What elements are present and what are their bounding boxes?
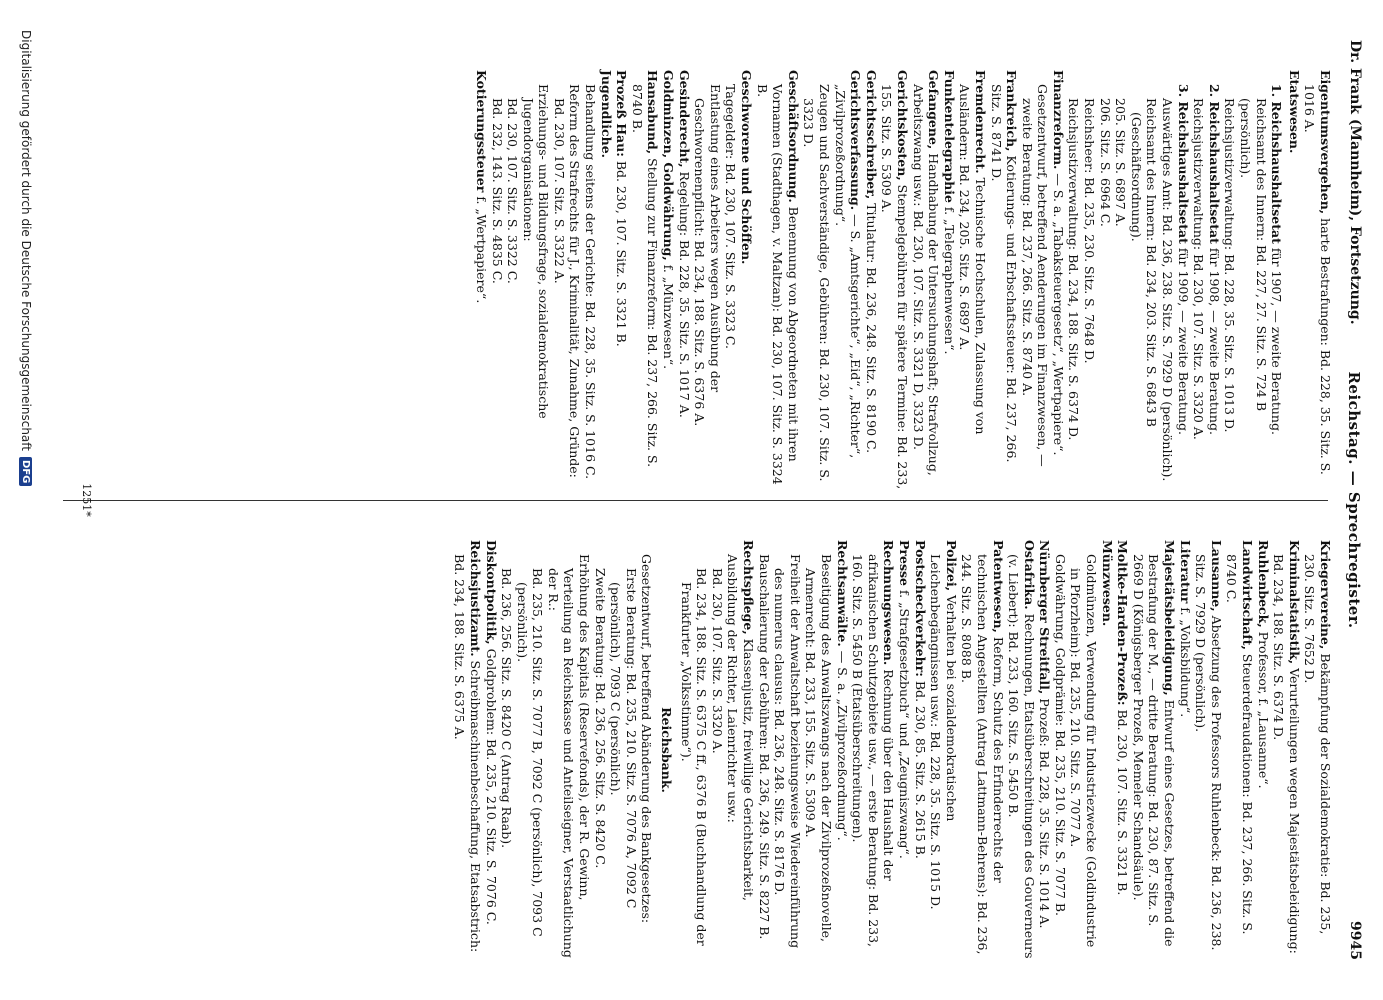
register-entry (1159, 70, 1190, 490)
register-entry (1050, 70, 1066, 490)
entry-text: f. „Telegraphenwesen“. (941, 206, 957, 355)
register-entry (520, 70, 551, 490)
register-entry (1115, 540, 1131, 960)
entry-text: Reichsjustizverwaltung: Bd. 228, 35. Sitz. S. 1013 D. (1222, 98, 1238, 433)
entry-text: Beseitigung des Anwaltszwangs nach der Zivilprozeßnovelle, Armenrecht: Bd. 233, 155. Sitz. S. 5309 A. (803, 554, 834, 942)
entry-text: Stempelgebühren für spätere Termine: Bd. 233, 155. Sitz. S. 5309 A. (879, 84, 910, 490)
entry-text: Absetzung des Professors Ruhlenbeck: Bd. 236, 238. Sitz. S. 7929 D (persönlich). (1193, 554, 1224, 951)
entry-keyword: Patentwesen, (990, 540, 1006, 633)
register-entry (912, 540, 928, 960)
entry-text: f. „Strafgesetzbuch“ und „Zeugniszwang“. (896, 589, 912, 859)
register-entry (959, 540, 1006, 960)
entry-keyword: Presse (896, 540, 912, 586)
register-entry (1037, 540, 1053, 960)
register-entry (754, 70, 801, 490)
entry-text: f. „Wertpapiere“. (473, 196, 489, 304)
entry-text: Bekämpfung der Sozialdemokratie: Bd. 235, 230. Sitz. S. 7652 D. (1302, 554, 1333, 935)
entry-text: Verurteilungen wegen Majestätsbeleidigung: Bd. 234, 188. Sitz. S. 6374 D. (1271, 554, 1302, 954)
entry-keyword: Postscheckverkehr: (912, 540, 928, 677)
entry-text: Bd. 236, 256. Sitz. S. 8420 C (Antrag Raab). (499, 568, 515, 849)
entry-text: Handhabung der Untersuchungshaft; Strafvollzug, Arbeitszwang usw.: Bd. 230, 107. Sitz. S. 3321 D, 3323 D. (910, 84, 942, 476)
register-entry (1302, 540, 1333, 960)
register-entry (1191, 70, 1222, 490)
register-entry (1068, 540, 1099, 960)
entry-text: Rechnung über den Haushalt der afrikanischen Schutzgebiete usw., — erste Beratung: Bd. 233, 160. Sitz. S. 5450 B (Etatsüberschreitungen). (850, 554, 897, 948)
entry-keyword: Rechnungswesen. (881, 540, 897, 666)
entry-keyword: 1. Reichshaushaltsetat (1269, 84, 1285, 244)
register-entry (1128, 70, 1159, 490)
register-entry (1222, 70, 1238, 490)
register-entry (756, 540, 772, 960)
entry-text: Entlastung eines Arbeiters wegen Ausübung der Geschworenenpflicht: Bd. 234, 188. Sitz. S. 6376 A. (692, 84, 723, 427)
register-entry (676, 70, 692, 490)
register-entry (928, 540, 959, 960)
entry-text: Reform des Strafrechts für J., Kriminalität, Zunahme, Gründe: Bd. 230, 107. Sitz. S. 3322 A. (551, 84, 583, 478)
register-entry (598, 70, 614, 490)
register-entry (483, 540, 499, 960)
entry-text: Erziehungs- und Bildungsfrage, sozialdemokratische Jugendorganisationen: (520, 84, 552, 419)
entry-text: Bd. 235, 210. Sitz. S. 7077 B, 7092 C (persönlich), 7093 C (persönlich). (514, 568, 546, 937)
entry-keyword: Geschäftsordnung. (785, 70, 801, 203)
entry-text: Prozeß: Bd. 228, 35. Sitz. S. 1014 A. (1037, 698, 1053, 929)
entry-text: Gesetzentwurf, betreffend Abänderung des Bankgesetzes: (639, 554, 655, 924)
entry-text: Bauschalierung der Gebühren: Bd. 236, 249. Sitz. S. 8227 B. (756, 554, 772, 940)
register-entry (639, 540, 655, 960)
column-divider (63, 500, 1328, 501)
entry-text: Kotierungs- und Erbschaftssteuer: Bd. 237, 266. Sitz. S. 8741 D. (988, 84, 1020, 463)
entry-keyword: Prozeß Hau: (614, 70, 630, 157)
entry-text: Zeugen und Sachverständige, Gebühren: Bd. 230, 107. Sitz. S. 3323 D. (801, 84, 832, 482)
entry-text: Rechnungen, Etatsüberschreitungen des Gouverneurs (v. Liebert): Bd. 233, 160. Sitz. S. 5450 B. (1006, 554, 1037, 959)
register-entry (910, 70, 941, 490)
entry-keyword: 3. Reichshaushaltsetat (1175, 84, 1191, 244)
register-entry (1237, 70, 1284, 490)
entry-text: Bd. 232, 143. Sitz. S. 4835 C. (489, 98, 505, 284)
register-entry (505, 70, 521, 490)
register-entry (834, 540, 850, 960)
register-entry (678, 540, 709, 960)
entry-keyword: Nürnberger Streitfall, (1037, 540, 1053, 695)
register-entry (614, 70, 630, 490)
register-entry (896, 540, 912, 960)
entry-text: Goldproblem: Bd. 235, 210. Sitz. S. 7076 C. (483, 648, 499, 925)
entry-keyword: Goldminzen, Goldwährung, (661, 70, 677, 261)
dfg-credit-text: Digitalisierung gefördert durch die Deutsche Forschungsgemeinschaft (19, 30, 33, 452)
register-entry (879, 70, 910, 490)
entry-keyword: Frankreich, (1004, 70, 1020, 152)
entry-text: Bd. 234, 188. Sitz. S. 6375 C ff., 6376 B (Buchhandlung der Frankfurter „Volksstimme“). (678, 568, 710, 946)
register-entry (850, 540, 897, 960)
right-column (452, 540, 1333, 960)
register-entry (1302, 70, 1333, 490)
register-entry (723, 70, 739, 490)
entry-text: Goldwährung, Goldprämie: Bd. 235, 210. Sitz. S. 7077 B. (1052, 554, 1068, 916)
entry-keyword: Fremdenrecht. (972, 70, 988, 174)
entry-text: Reform, Schutz des Erfinderrechts der technischen Angestellten (Antrag Lattmann-Behrens): Bd. 236, 244. Sitz. S. 8088 B. (959, 554, 1006, 955)
register-entry (499, 540, 515, 960)
entry-keyword: Ruhlenbeck, (1255, 540, 1271, 628)
register-entry (1255, 540, 1271, 960)
register-entry (1286, 70, 1302, 490)
entry-keyword: Münzwesen. (1099, 540, 1115, 627)
entry-text: 206. Sitz. S. 6964 C. (1097, 98, 1113, 227)
header-left: Dr. Frank (Mannheim), Fortsetzung. (1347, 40, 1363, 325)
register-entry (709, 540, 725, 960)
register-entry (988, 70, 1019, 490)
register-entry (1177, 540, 1193, 960)
entry-keyword: Reichsbank. (659, 707, 675, 793)
entry-text: Freiheit der Anwaltschaft beziehungsweise Wiedereinführung des numerus clausus: Bd. 236, 248. Sitz. S. 8176 D. (772, 554, 803, 949)
register-entry (583, 70, 599, 490)
entry-text: Reichsjustizverwaltung: Bd. 234, 188. Sitz. S. 6374 D. (1066, 98, 1082, 441)
register-entry (1113, 70, 1129, 490)
entry-keyword: 2. Reichshaushaltsetat (1206, 84, 1222, 244)
register-entry (629, 70, 660, 490)
entry-text: Erste Beratung: Bd. 235, 210. Sitz. S. 7076 A, 7092 C (persönlich), 7093 C (persönlich). (608, 568, 639, 909)
register-entry (1006, 540, 1037, 960)
entry-keyword: Reichsjustizamt. (467, 540, 483, 657)
entry-keyword: Kriminalstatistik, (1286, 540, 1302, 665)
entry-text: für 1907, — zweite Beratung. Reichsamt des Innern: Bd. 227, 27. Sitz. S. 724 B (persönlich). (1238, 98, 1285, 435)
register-entry (551, 70, 582, 490)
left-column (473, 70, 1333, 490)
entry-text: Verhalten bei sozialdemokratischen Leichenbegängnissen usw.: Bd. 228, 35. Sitz. S. 1015 D. (928, 554, 959, 910)
entry-text: Schreibmaschinenbeschaffung, Etatsabstrich: Bd. 234, 188. Sitz. S. 6375 A. (452, 554, 483, 953)
register-entry (803, 540, 834, 960)
register-entry (863, 70, 879, 490)
register-entry (1193, 540, 1224, 960)
register-entry (957, 70, 988, 490)
entry-keyword: Gerichtsschreiber, (863, 70, 879, 200)
entry-keyword: Kotierungssteuer (473, 70, 489, 193)
entry-keyword: Literatur (1177, 540, 1193, 604)
entry-keyword: Rechtsanwälte. (834, 540, 850, 647)
entry-text: Behandlung seitens der Gerichte: Bd. 228, 35. Sitz. S. 1016 C. (583, 84, 599, 480)
register-entry (1066, 70, 1082, 490)
entry-text: Bd. 230, 107. Sitz. S. 3320 A. (709, 568, 725, 754)
entry-keyword: Landwirtschaft, (1240, 540, 1256, 650)
entry-keyword: Funkentelegraphie (941, 70, 957, 203)
register-entry (801, 70, 832, 490)
dfg-logo: DFG (20, 457, 33, 486)
register-entry (692, 70, 723, 490)
entry-text: — S. „Amtsgerichte“, „Eid“, „Richter“, „Zivilprozeßordnung“. (832, 84, 864, 459)
register-entry (941, 70, 957, 490)
register-entry (1130, 540, 1177, 960)
register-entry (592, 540, 608, 960)
entry-text: Regelung: Bd. 228, 35. Sitz. S. 1017 A. (676, 171, 692, 418)
entry-keyword: Eigentumsvergehen, (1318, 70, 1333, 215)
entry-keyword: Gerichtsverfassung. (848, 70, 864, 211)
entry-keyword: Gefangene, (926, 70, 942, 150)
register-entry (1097, 70, 1113, 490)
entry-text: Steuerdefraudationen: Bd. 237, 266. Sitz. S. 8740 C. (1224, 554, 1256, 935)
register-entry (1099, 540, 1115, 960)
entry-keyword: Rechtspflege, (741, 540, 757, 635)
entry-text: — S. a. „Zivilprozeßordnung“. (834, 650, 850, 841)
register-entry (1019, 70, 1050, 490)
entry-text: Reichsheer: Bd. 235, 230. Sitz. S. 7648 D. (1082, 98, 1098, 364)
entry-keyword: Gesinderecht, (676, 70, 692, 168)
entry-text: Entwurf eines Gesetzes, betreffend die Bestrafung der M., — dritte Beratung: Bd. 230, 87. Sitz. S. 2669 D (Königsberger Prozeß, Memeler Schandsäule). (1130, 554, 1178, 947)
entry-text: — S. a. „Tabaksteuergesetz“, „Wertpapiere“. (1050, 173, 1066, 456)
header-title: Reichstag. — Sprechregister. (1345, 371, 1363, 629)
register-entry (725, 540, 756, 960)
register-entry (832, 70, 863, 490)
register-entry (545, 540, 592, 960)
entry-text: Erhöhung des Kapitals (Reservefonds), der R. Gewinn, Verteilung an Reichskasse und Anteilseigner, Verstaatlichung der R.: (545, 554, 593, 958)
entry-text: Bd. 230, 107. Sitz. S. 3321 B. (614, 160, 630, 347)
register-entry (738, 70, 754, 490)
entry-keyword: Jugendliche. (598, 70, 614, 159)
register-entry (658, 540, 674, 960)
entry-keyword: Lausanne, (1208, 540, 1224, 612)
page-mark: 1251* (80, 483, 93, 517)
entry-text: Benennung von Abgeordneten mit ihren Vornamen (Stadthagen, v. Maltzan): Bd. 230, 107. Sitz. S. 3324 B. (754, 84, 801, 485)
entry-text: Zweite Beratung: Bd. 236, 256. Sitz. S. 8420 C. (592, 568, 608, 869)
entry-text: Gesetzentwurf, betreffend Aenderungen im Finanzwesen, — zweite Beratung: Bd. 237, 266. Sitz. S. 8740 A. (1019, 84, 1051, 467)
entry-keyword: Geschworene und Schöffen. (739, 70, 755, 265)
entry-keyword: Hansabund, (645, 70, 661, 155)
register-entry (514, 540, 545, 960)
entry-keyword: Kriegervereine, (1318, 540, 1333, 650)
page-number: 9945 (1347, 921, 1363, 960)
register-entry (1271, 540, 1302, 960)
entry-text: Reichsamt des Innern: Bd. 234, 203. Sitz. S. 6843 B (Geschäftsordnung). (1128, 98, 1160, 427)
entry-keyword: Polizei, (943, 540, 959, 592)
entry-keyword: Diskontpolitik, (483, 540, 499, 645)
entry-keyword: Finanzreform. (1050, 70, 1066, 170)
entry-text: Technische Hochschulen, Zulassung von Ausländern: Bd. 234, 205. Sitz. S. 6897 A. (957, 84, 988, 435)
register-entry (660, 70, 676, 490)
register-entry (452, 540, 483, 960)
entry-keyword: Ostafrika. (1021, 540, 1037, 610)
entry-text: Titulatur: Bd. 236, 248. Sitz. S. 8190 C. (863, 203, 879, 454)
entry-text: Stellung zur Finanzreform: Bd. 237, 266. Sitz. S. 8740 B. (629, 84, 661, 468)
register-entry (489, 70, 505, 490)
entry-text: Bd. 230, 107. Sitz. S. 3322 C. (505, 98, 521, 284)
entry-text: 205. Sitz. S. 6897 A. (1113, 98, 1129, 227)
entry-text: Goldmünzen, Verwendung für Industriezwecke (Goldindustrie in Pforzheim): Bd. 235, 210. Sitz. S. 7077 A. (1068, 554, 1100, 948)
register-entry (1224, 540, 1255, 960)
register-entry (608, 540, 639, 960)
register-entry (1052, 540, 1068, 960)
entry-text: für 1909, — zweite Beratung. Auswärtiges Amt: Bd. 236, 238. Sitz. S. 7929 D (persönlich). (1160, 98, 1191, 482)
entry-keyword: Majestätsbeleidigung, (1162, 540, 1178, 696)
entry-text: Professor, f. „Lausanne“. (1255, 631, 1271, 789)
dfg-credit (19, 30, 33, 486)
register-entry (473, 70, 489, 490)
entry-text: f. „Volksbildung“. (1177, 607, 1193, 718)
entry-keyword: Gerichtskosten, (894, 70, 910, 181)
entry-text: Bd. 230, 85. Sitz. S. 2615 B. (912, 680, 928, 859)
entry-text: f. „Münzwesen“. (661, 264, 677, 370)
entry-keyword: Moltke-Harden-Prozeß: (1115, 540, 1131, 706)
entry-text: Tagegelder: Bd. 230, 107. Sitz. S. 3323 C. (723, 84, 739, 349)
register-entry (1082, 70, 1098, 490)
entry-text: für 1908, — zweite Beratung. Reichsjustizverwaltung: Bd. 230, 107. Sitz. S. 3320 A. (1191, 98, 1222, 440)
register-entry (772, 540, 803, 960)
entry-text: Bd. 230, 107. Sitz. S. 3321 B. (1115, 709, 1131, 896)
entry-keyword: Etatswesen. (1286, 70, 1302, 154)
entry-text: harte Bestrafungen: Bd. 228, 35. Sitz. S. 1016 A. (1302, 84, 1333, 475)
entry-text: Klassenjustiz, freiwillige Gerichtsbarkeit, Ausbildung der Richter, Laienrichter usw.: (725, 554, 757, 901)
